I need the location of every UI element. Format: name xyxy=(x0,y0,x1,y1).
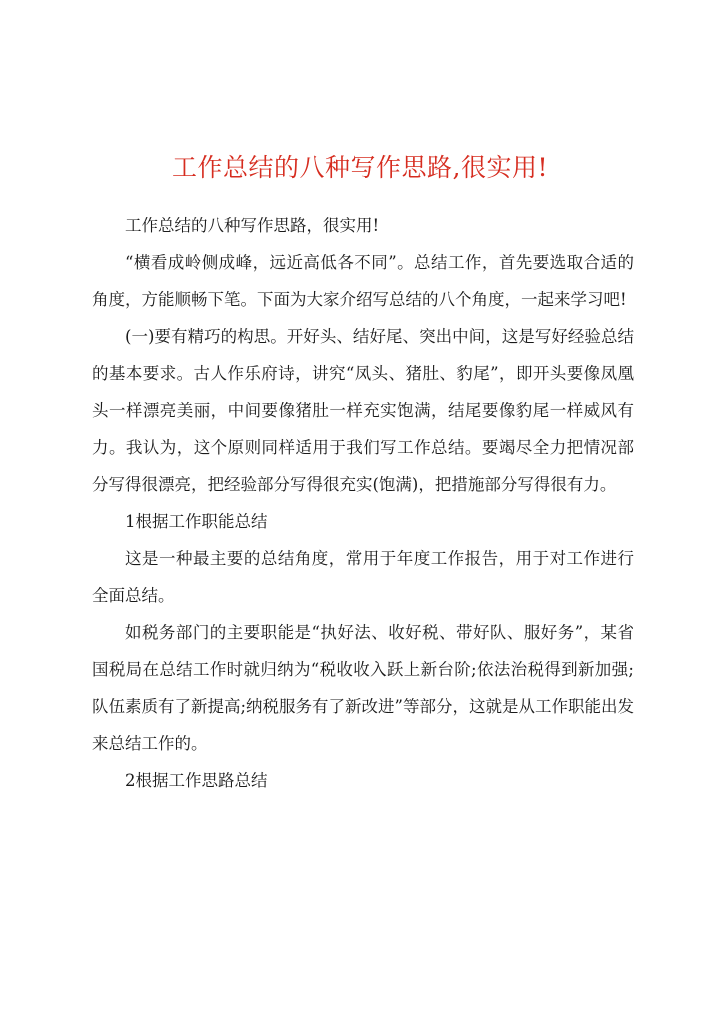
section-heading: 2根据工作思路总结 xyxy=(125,771,268,790)
document-title: 工作总结的八种写作思路,很实用! xyxy=(172,153,548,182)
paragraph: (一)要有精巧的构思。开好头、结好尾、突出中间，这是写好经验总结的基本要求。古人作乐府诗，讲究“凤头、猪肚、豹尾”，即开头要像凤凰头一样漂亮美丽，中间要像猪肚一样充实饱满，结尾要像豹尾一样威风有力。我认为，这个原则同样适用于我们写工作总结。要竭尽全力把情况部分写得很漂亮，把经验部分写得很充实(饱满)，把措施部分写得很有力。 xyxy=(92,327,634,494)
section-heading: 1根据工作职能总结 xyxy=(125,512,268,531)
paragraph: 这是一种最主要的总结角度，常用于年度工作报告，用于对工作进行全面总结。 xyxy=(92,549,634,605)
paragraph: 工作总结的八种写作思路，很实用! xyxy=(125,216,380,235)
paragraph: 如税务部门的主要职能是“执好法、收好税、带好队、服好务”，某省国税局在总结工作时就归纳为“税收收入跃上新台阶;依法治税得到新加强;队伍素质有了新提高;纳税服务有了新改进”等部分，这就是从工作职能出发来总结工作的。 xyxy=(92,623,634,753)
paragraph: “横看成岭侧成峰，远近高低各不同”。总结工作，首先要选取合适的角度，方能顺畅下笔。下面为大家介绍写总结的八个角度，一起来学习吧! xyxy=(92,253,634,309)
document-body xyxy=(92,207,634,799)
